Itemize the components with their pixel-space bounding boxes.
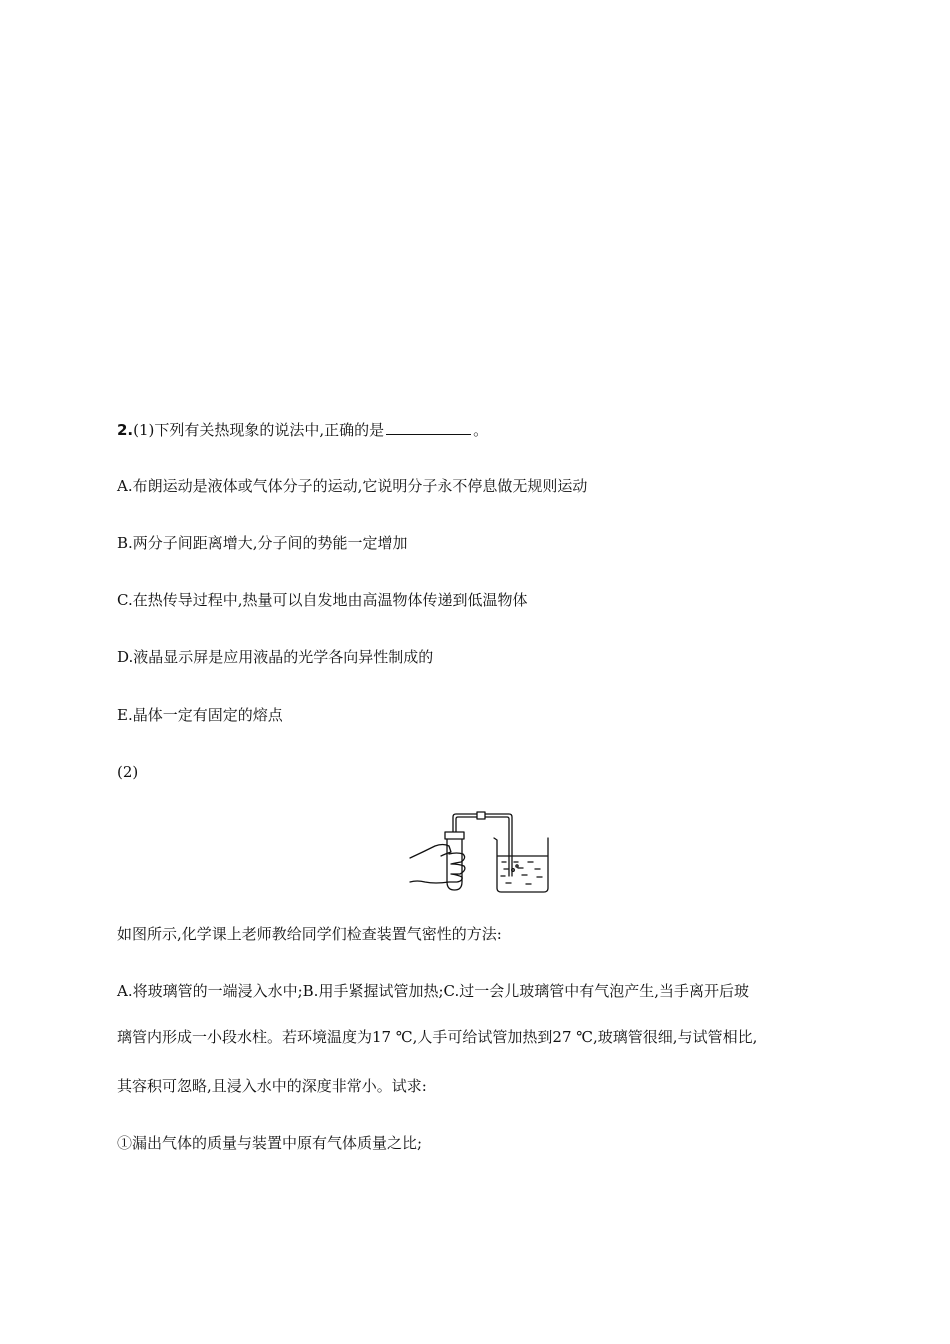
question-line-1 <box>117 420 488 440</box>
option-a: A.布朗运动是液体或气体分子的运动,它说明分子永不停息做无规则运动 <box>117 477 588 495</box>
sub-question-1: ①漏出气体的质量与装置中原有气体质量之比; <box>117 1134 423 1152</box>
steps-line-3: 其容积可忽略,且浸入水中的深度非常小。试求: <box>117 1077 427 1095</box>
experiment-intro: 如图所示,化学课上老师教给同学们检查装置气密性的方法: <box>117 925 502 943</box>
beaker <box>494 838 548 892</box>
option-d: D.液晶显示屏是应用液晶的光学各向异性制成的 <box>117 648 434 666</box>
steps-line-2: 璃管内形成一小段水柱。若环境温度为17 ℃,人手可给试管加热到27 ℃,玻璃管很细,与试管相比, <box>117 1028 758 1046</box>
stopper <box>445 832 464 839</box>
option-e: E.晶体一定有固定的熔点 <box>117 706 283 724</box>
answer-blank[interactable] <box>386 420 471 435</box>
bubble <box>512 869 515 872</box>
part2-label: (2) <box>117 763 139 781</box>
question-number: 2. <box>117 421 134 439</box>
tube-connector <box>477 812 485 819</box>
part1-suffix: 。 <box>473 421 489 439</box>
option-b: B.两分子间距离增大,分子间的势能一定增加 <box>117 534 408 552</box>
option-c: C.在热传导过程中,热量可以自发地由高温物体传递到低温物体 <box>117 591 528 609</box>
hand <box>410 845 465 884</box>
bubble <box>516 865 518 867</box>
part1-prompt: (1)下列有关热现象的说法中,正确的是 <box>133 421 385 439</box>
apparatus-figure <box>405 808 555 898</box>
steps-line-1: A.将玻璃管的一端浸入水中;B.用手紧握试管加热;C.过一会儿玻璃管中有气泡产生,当手离开后玻 <box>117 982 749 1000</box>
